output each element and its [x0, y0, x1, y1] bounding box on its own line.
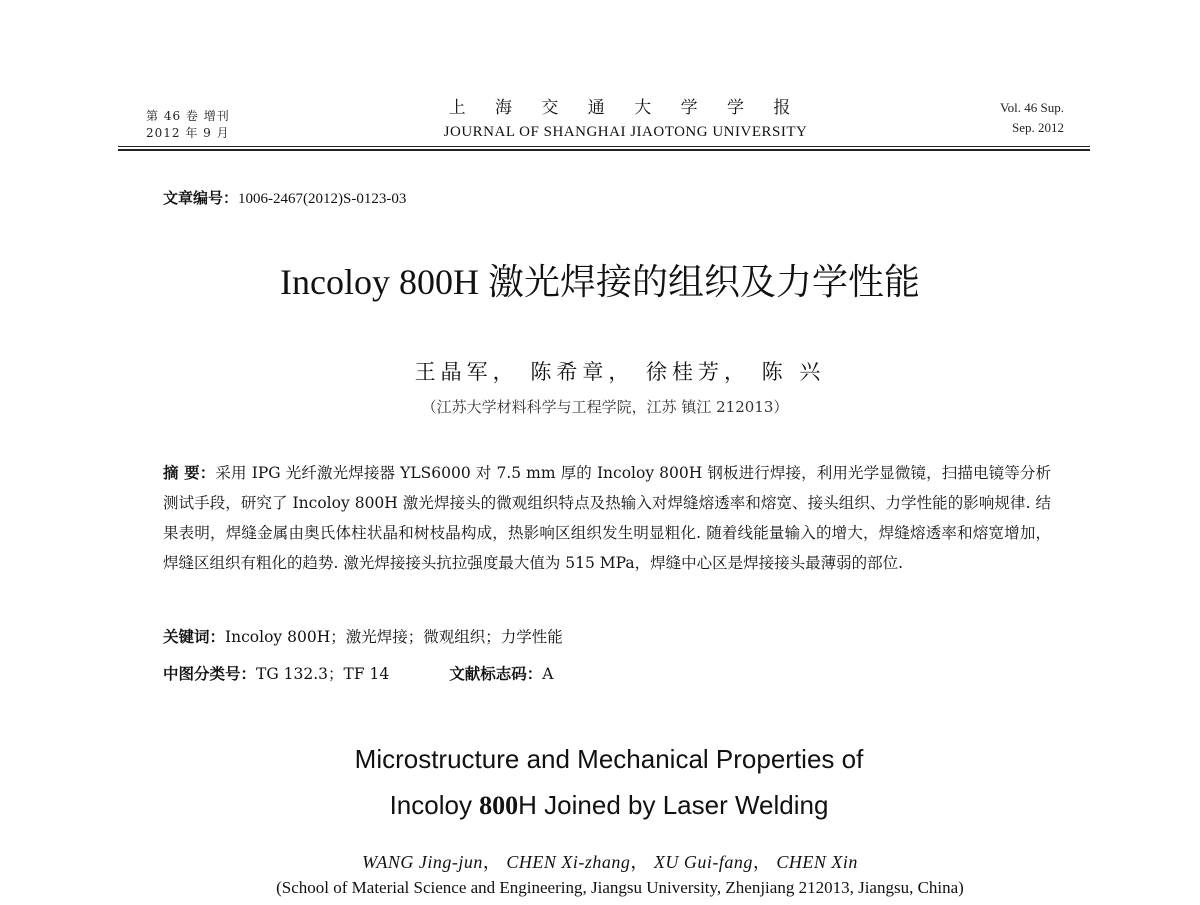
issue-date: 2012 年 9 月	[146, 126, 230, 140]
volume-date: Sep. 2012	[1012, 120, 1064, 135]
issue-info	[146, 108, 230, 142]
keywords-label: 关键词：	[163, 628, 226, 646]
journal-name-en: JOURNAL OF SHANGHAI JIAOTONG UNIVERSITY	[443, 124, 808, 140]
author-separator: ，	[752, 852, 772, 872]
author-en-1: WANG Jing-jun	[362, 852, 483, 872]
title-en-bold-part: 800	[479, 791, 519, 820]
doc-code-value: A	[542, 665, 554, 683]
clc-value: TG 132.3；TF 14	[256, 665, 390, 683]
classification	[163, 662, 554, 684]
volume-info	[1000, 98, 1064, 138]
affiliation-cn: （江苏大学材料科学与工程学院，江苏 镇江 212013）	[421, 398, 789, 416]
volume-number: Vol. 46 Sup.	[999, 100, 1064, 115]
keywords-text: Incoloy 800H；激光焊接；微观组织；力学性能	[225, 628, 563, 646]
header-rule-thin	[118, 146, 1090, 147]
article-number-label: 文章编号：	[163, 189, 239, 207]
author-en-2: CHEN Xi-zhang	[506, 852, 631, 872]
journal-name	[398, 97, 853, 143]
author-en-3: XU Gui-fang	[653, 852, 753, 872]
doc-code-label: 文献标志码：	[449, 665, 543, 683]
paper-title-en	[0, 736, 1200, 829]
paper-title-en-line1: Microstructure and Mechanical Properties of	[354, 744, 864, 774]
keywords	[163, 625, 563, 647]
author-separator: ，	[482, 852, 502, 872]
abstract-label: 摘 要：	[163, 464, 216, 482]
journal-name-cn: 上 海 交 通 大 学 学 报	[448, 98, 803, 118]
issue-volume: 第 46 卷 增刊	[146, 109, 230, 123]
paper-title-en-line2	[18, 782, 1200, 829]
article-number	[163, 187, 406, 208]
authors-cn: 王晶军， 陈希章， 徐桂芳， 陈 兴	[414, 360, 826, 384]
authors-en	[0, 848, 1200, 874]
article-number-value: 1006-2467(2012)S-0123-03	[238, 191, 407, 207]
title-en-part: Incoloy	[389, 790, 480, 820]
author-en-4: CHEN Xin	[776, 852, 858, 872]
header-rule-thick	[118, 149, 1090, 151]
abstract-text: 采用 IPG 光纤激光焊接器 YLS6000 对 7.5 mm 厚的 Incoloy 800H 钢板进行焊接，利用光学显微镜，扫描电镜等分析测试手段，研究了 Incoloy 800H 激光焊接头的微观组织特点及热输入对焊缝熔透率和熔宽、接头组织、力学性能的影响规律. 结果表明，焊缝金属由奥氏体柱状晶和树枝晶构成，热影响区组织发生明显粗化. 随着线能量输入的增大，焊缝熔透率和熔宽增加，焊缝区组织有粗化的趋势. 激光焊接接头抗拉强度最大值为 515 MPa，焊缝中心区是焊接接头最薄弱的部位.	[163, 464, 1051, 572]
paper-title-cn: Incoloy 800H 激光焊接的组织及力学性能	[280, 262, 920, 302]
title-en-part: H Joined by Laser Welding	[518, 790, 829, 820]
clc-label: 中图分类号：	[163, 665, 257, 683]
author-separator: ，	[630, 852, 649, 872]
abstract	[163, 458, 1051, 578]
affiliation-en: (School of Material Science and Engineering, Jiangsu University, Zhenjiang 212013, Jiangsu, China)	[276, 878, 964, 897]
